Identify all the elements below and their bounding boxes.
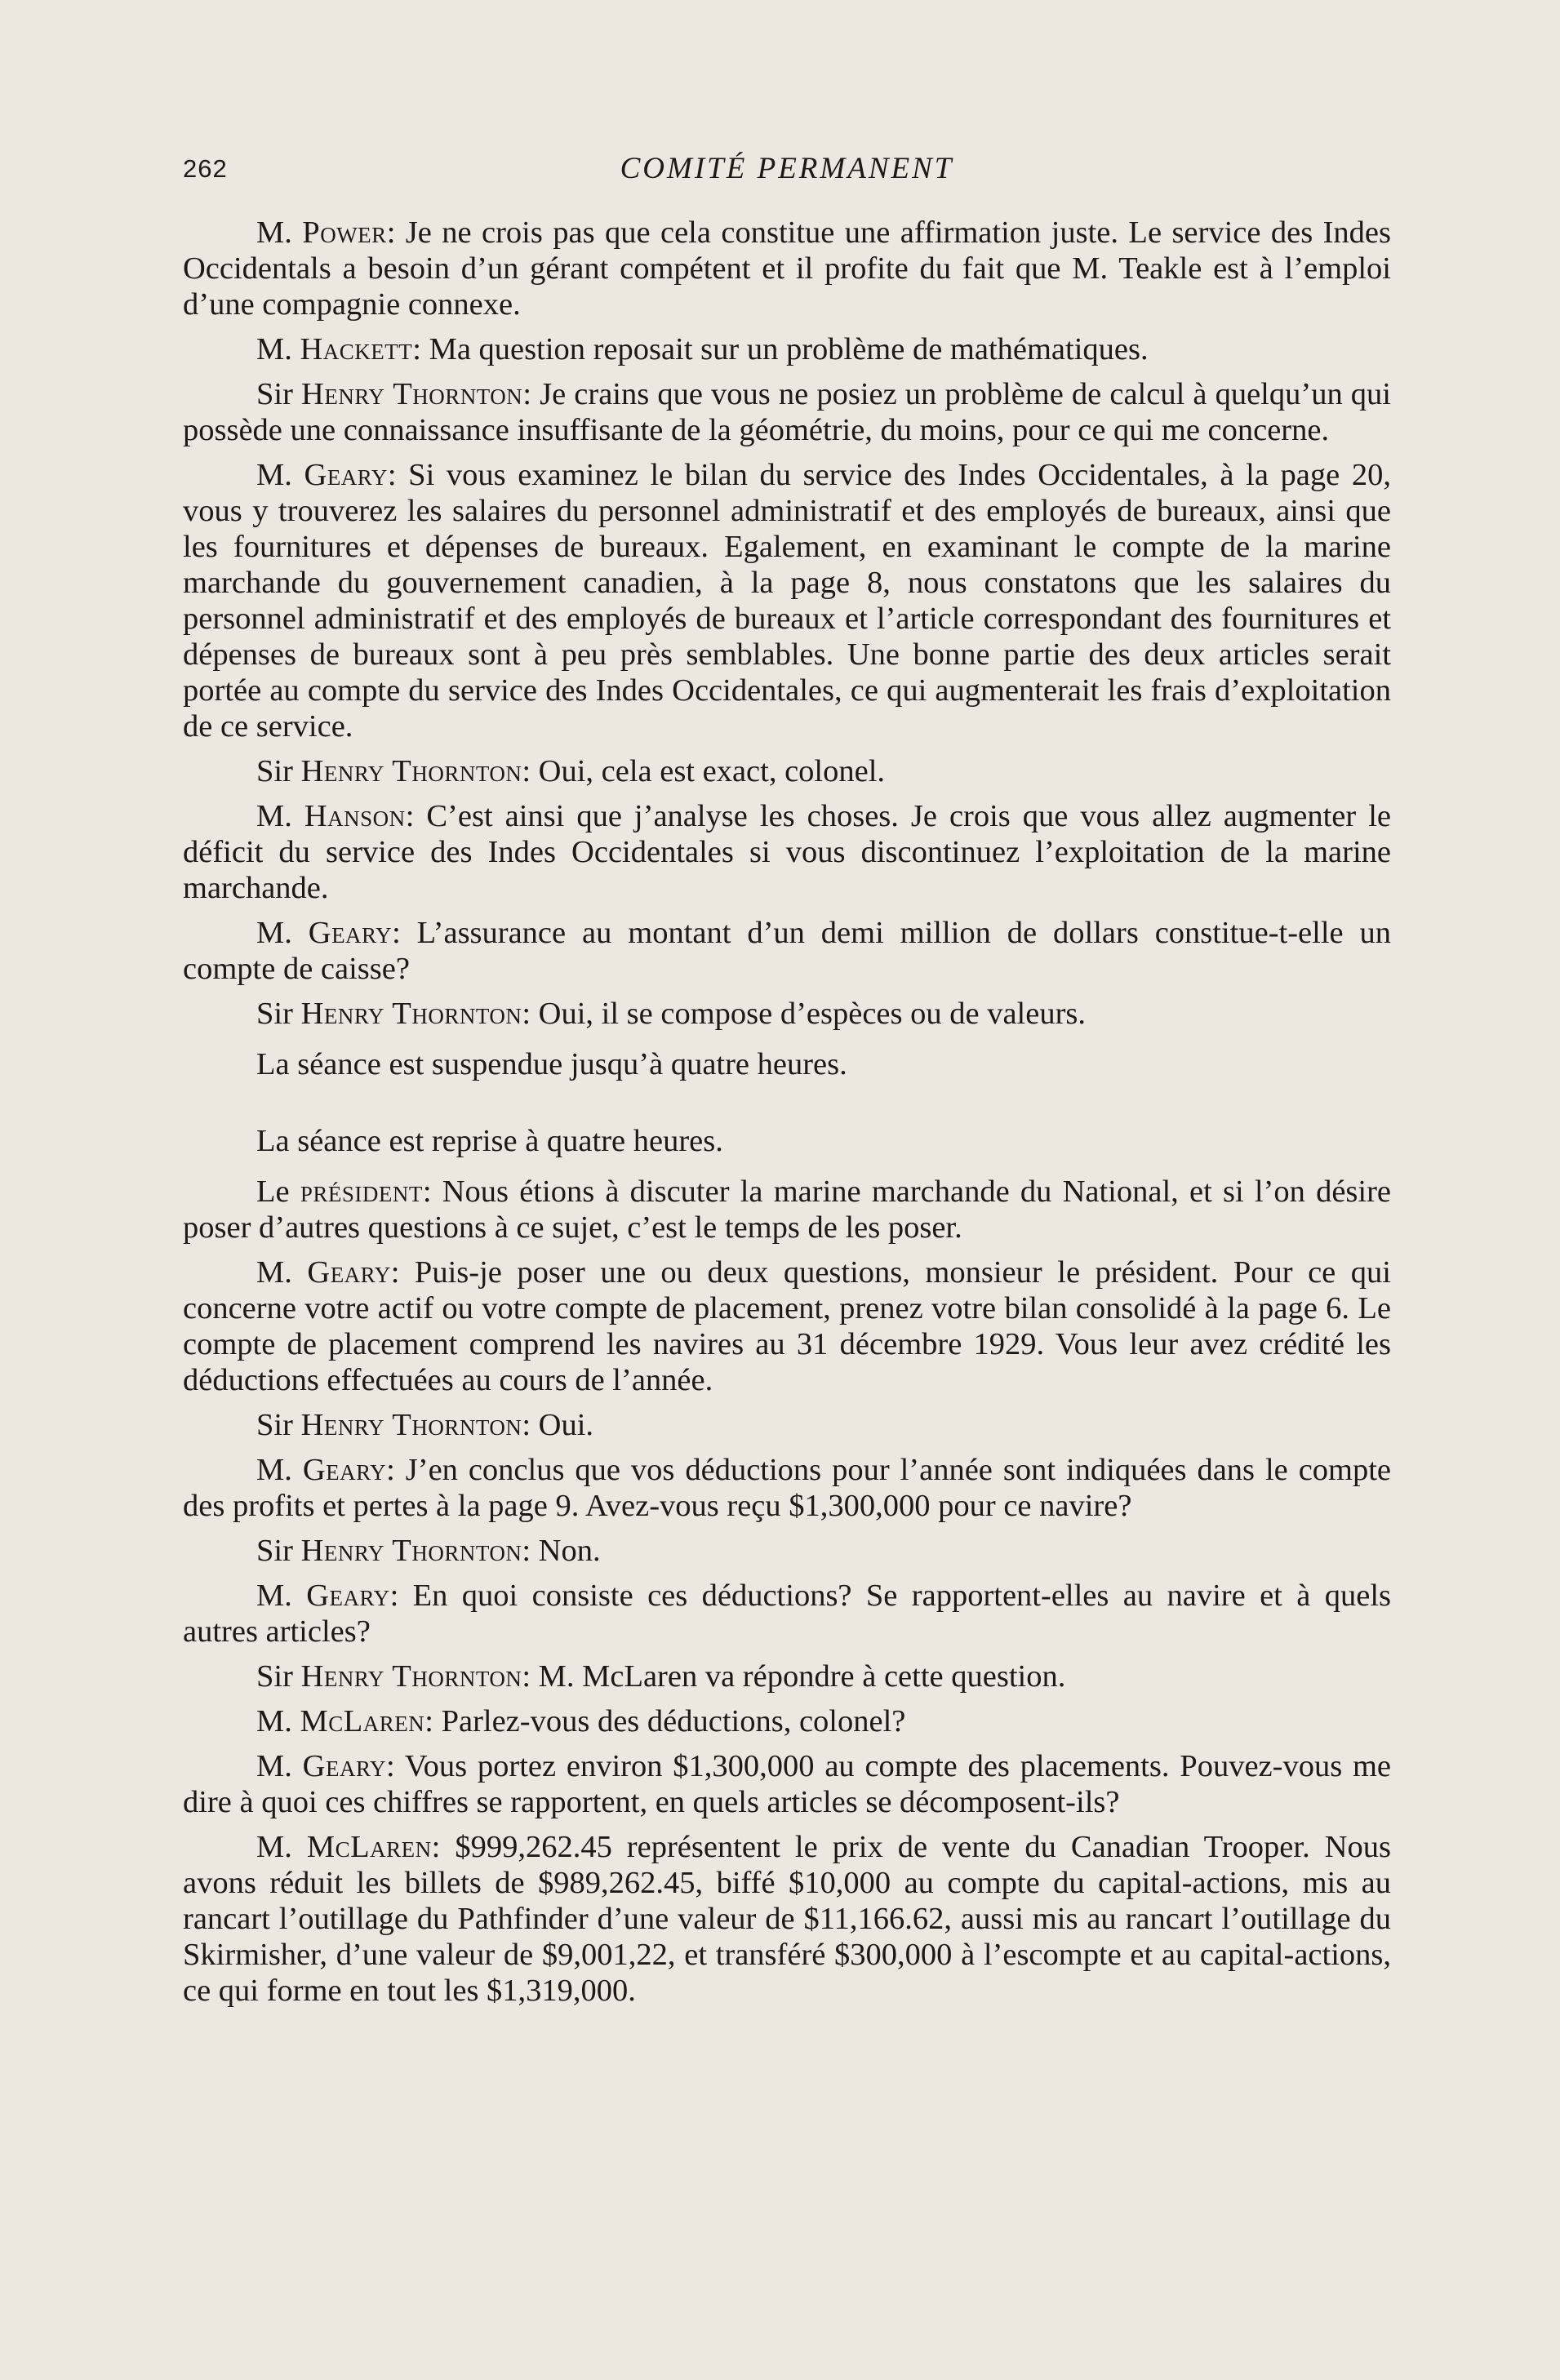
paragraph-text: : Oui. <box>522 1408 594 1442</box>
paragraph <box>183 1123 1391 1159</box>
speaker-name: Power <box>302 215 387 250</box>
speaker-prefix: M. <box>256 1579 307 1613</box>
paragraph-text: : $999,262.45 représentent le prix de vente du Canadian Trooper. Nous avons réduit les billets de $989,262.45, biffé $10,000 au compte du capital-actions, mis au rancart l’outillage du Pathfinder d’une valeur de $11,166.62, aussi mis au rancart l’outillage du Skirmisher, d’une valeur de $9,001,22, et transféré $300,000 à l’escompte et au capital-actions, ce qui forme en tout les $1,319,000. <box>183 1830 1391 2008</box>
paragraph <box>183 798 1391 906</box>
speaker-name: Geary <box>304 458 388 492</box>
paragraph <box>183 1829 1391 2009</box>
paragraph <box>183 215 1391 322</box>
page-number: 262 <box>183 154 228 183</box>
speaker-name: président <box>300 1174 423 1209</box>
paragraph-text: : M. McLaren va répondre à cette question. <box>522 1659 1066 1694</box>
speaker-name: Hackett <box>300 332 413 366</box>
speaker-prefix: Sir <box>256 997 301 1031</box>
speaker-name: Henry Thornton <box>300 1659 522 1694</box>
speaker-prefix: Sir <box>256 1534 301 1568</box>
paragraph <box>183 1174 1391 1246</box>
speaker-name: McLaren <box>300 1704 425 1738</box>
paragraph-text: : L’assurance au montant d’un demi million de dollars constitue-t-elle un compte de caisse? <box>183 916 1392 986</box>
paragraph-text: : Vous portez environ $1,300,000 au compte des placements. Pouvez-vous me dire à quoi ces chiffres se rapportent, en quels articles se décomposent-ils? <box>183 1749 1392 1819</box>
paragraph <box>183 996 1391 1032</box>
paragraph <box>183 1748 1391 1820</box>
speaker-prefix: Sir <box>256 377 302 411</box>
speaker-name: Henry Thornton <box>300 1534 522 1568</box>
speaker-prefix: M. <box>256 1704 300 1738</box>
speaker-prefix: Sir <box>256 1659 301 1694</box>
speaker-name: Henry Thornton <box>300 997 522 1031</box>
speaker-prefix: Le <box>256 1174 300 1209</box>
paragraph <box>183 1703 1391 1739</box>
speaker-name: Henry Thornton <box>301 377 523 411</box>
paragraph-text: : C’est ainsi que j’analyse les choses. Je crois que vous allez augmenter le déficit du service des Indes Occidentales si vous discontinuez l’exploitation de la marine marchande. <box>183 799 1391 905</box>
paragraph <box>183 915 1391 987</box>
speaker-prefix: M. <box>256 1453 303 1487</box>
speaker-prefix: M. <box>256 1830 307 1864</box>
paragraph-text: : Si vous examinez le bilan du service des Indes Occidentales, à la page 20, vous y trouverez les salaires du personnel administratif et des employés de bureaux, ainsi que les fournitures et dépenses de bureaux. Egalement, en examinant le compte de la marine marchande du gouvernement canadien, à la page 8, nous constatons que les salaires du personnel administratif et des employés de bureaux et l’article correspondant des fournitures et dépenses de bureaux sont à peu près semblables. Une bonne partie des deux articles serait portée au compte du service des Indes Occidentales, ce qui augmenterait les frais d’exploitation de ce service. <box>183 458 1391 744</box>
speaker-prefix: M. <box>256 1255 308 1290</box>
paragraph <box>183 331 1391 367</box>
paragraph <box>183 753 1391 789</box>
paragraph-text: : Ma question reposait sur un problème de mathématiques. <box>412 332 1149 366</box>
paragraph-text: : Oui, cela est exact, colonel. <box>522 754 886 788</box>
speaker-prefix: M. <box>256 458 304 492</box>
paragraph <box>183 1407 1391 1443</box>
paragraph-text: : Non. <box>522 1534 601 1568</box>
speaker-name: Geary <box>308 916 393 950</box>
paragraph <box>183 1658 1391 1694</box>
speaker-name: Henry Thornton <box>300 1408 522 1442</box>
speaker-name: Geary <box>307 1255 391 1290</box>
paragraph-text: : Nous étions à discuter la marine marchande du National, et si l’on désire poser d’autres questions à ce sujet, c’est le temps de les poser. <box>183 1174 1391 1245</box>
speaker-name: Geary <box>306 1579 390 1613</box>
speaker-name: McLaren <box>306 1830 432 1864</box>
paragraph-text: : Puis-je poser une ou deux questions, monsieur le président. Pour ce qui concerne votre actif ou votre compte de placement, prenez votre bilan consolidé à la page 6. Le compte de placement comprend les navires au 31 décembre 1929. Vous leur avez crédité les déductions effectuées au cours de l’année. <box>183 1255 1391 1397</box>
paragraph-text: : Parlez-vous des déductions, colonel? <box>424 1704 906 1738</box>
paragraph <box>183 1452 1391 1524</box>
speaker-prefix: M. <box>256 916 309 950</box>
page-header <box>183 151 1391 192</box>
speaker-prefix: M. <box>256 799 304 833</box>
paragraph-text: : J’en conclus que vos déductions pour l’année sont indiquées dans le compte des profits et pertes à la page 9. Avez-vous reçu $1,300,000 pour ce navire? <box>183 1453 1392 1523</box>
paragraph <box>183 457 1391 744</box>
paragraph-text: La séance est reprise à quatre heures. <box>256 1124 723 1158</box>
paragraph <box>183 376 1391 448</box>
speaker-name: Geary <box>302 1453 387 1487</box>
speaker-name: Henry Thornton <box>300 754 522 788</box>
speaker-name: Geary <box>302 1749 386 1783</box>
paragraph <box>183 1578 1391 1650</box>
speaker-prefix: Sir <box>256 1408 301 1442</box>
speaker-prefix: M. <box>256 215 303 250</box>
paragraph-text: : Je ne crois pas que cela constitue une affirmation juste. Le service des Indes Occidentals a besoin d’un gérant compétent et il profite du fait que M. Teakle est à l’emploi d’une compagnie connexe. <box>183 215 1391 322</box>
paragraph <box>183 1533 1391 1569</box>
speaker-prefix: M. <box>256 1749 303 1783</box>
paragraph-text: : Oui, il se compose d’espèces ou de valeurs. <box>522 997 1086 1031</box>
speaker-name: Hanson <box>304 799 406 833</box>
paragraph <box>183 1046 1391 1082</box>
paragraph-text: : En quoi consiste ces déductions? Se rapportent-elles au navire et à quels autres articles? <box>183 1579 1391 1649</box>
paragraph-text: La séance est suspendue jusqu’à quatre heures. <box>256 1047 847 1081</box>
speaker-prefix: Sir <box>256 754 301 788</box>
transcript-body <box>183 215 1391 2018</box>
speaker-prefix: M. <box>256 332 300 366</box>
paragraph-text: : Je crains que vous ne posiez un problème de calcul à quelqu’un qui possède une connaissance insuffisante de la géométrie, du moins, pour ce qui me concerne. <box>183 377 1392 447</box>
running-title: COMITÉ PERMANENT <box>620 152 954 185</box>
paragraph <box>183 1254 1391 1398</box>
